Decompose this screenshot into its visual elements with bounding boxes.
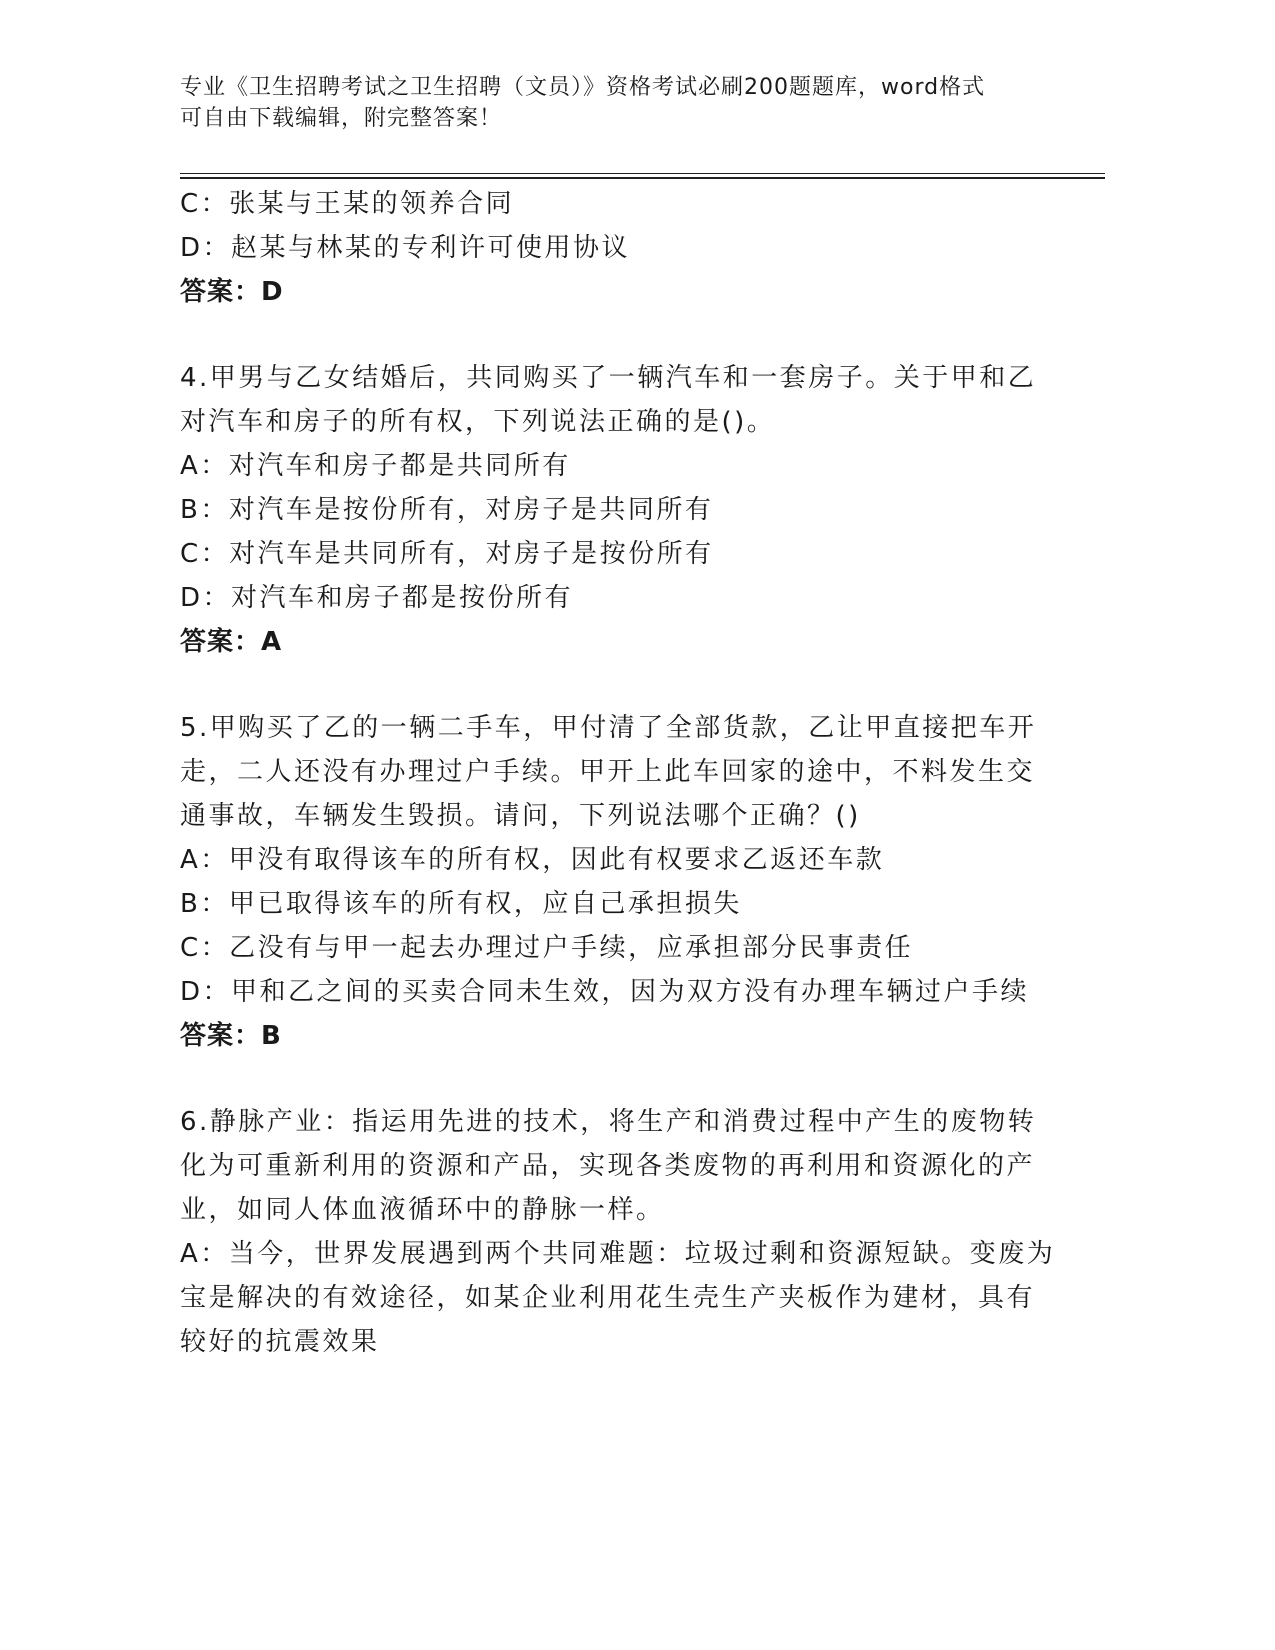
spacer xyxy=(180,664,1040,706)
spacer xyxy=(180,314,1040,356)
q3-answer: 答案：D xyxy=(180,277,284,307)
q3-option-c: C：张某与王某的领养合同 xyxy=(180,189,515,219)
q5-option-d: D：甲和乙之间的买卖合同未生效，因为双方没有办理车辆过户手续 xyxy=(180,977,1030,1007)
question-4 xyxy=(180,356,1040,664)
q4-option-a: A：对汽车和房子都是共同所有 xyxy=(180,451,571,481)
q6-stem-line-2: 化为可重新利用的资源和产品，实现各类废物的再利用和资源化的产 xyxy=(180,1151,1036,1181)
question-6 xyxy=(180,1100,1056,1364)
header-line-2: 可自由下载编辑，附完整答案！ xyxy=(180,106,503,131)
question-5 xyxy=(180,706,1040,1058)
q4-stem-line-1: 4.甲男与乙女结婚后，共同购买了一辆汽车和一套房子。关于甲和乙 xyxy=(180,363,1037,393)
header-divider-thick xyxy=(180,177,1105,179)
document-header xyxy=(180,72,1060,134)
header-divider-thin xyxy=(180,173,1105,174)
q5-stem-line-3: 通事故，车辆发生毁损。请问，下列说法哪个正确？() xyxy=(180,801,861,831)
q6-stem-line-3: 业，如同人体血液循环中的静脉一样。 xyxy=(180,1195,665,1225)
q4-option-c: C：对汽车是共同所有，对房子是按份所有 xyxy=(180,539,714,569)
header-line-1: 专业《卫生招聘考试之卫生招聘（文员）》资格考试必刷200题题库，word格式 xyxy=(180,75,986,100)
q5-option-c: C：乙没有与甲一起去办理过户手续，应承担部分民事责任 xyxy=(180,933,914,963)
q6-option-a-line-3: 较好的抗震效果 xyxy=(180,1327,380,1357)
spacer xyxy=(180,1058,1040,1100)
q4-stem-line-2: 对汽车和房子的所有权，下列说法正确的是()。 xyxy=(180,407,776,437)
q5-stem-line-2: 走，二人还没有办理过户手续。甲开上此车回家的途中，不料发生交 xyxy=(180,757,1036,787)
q5-option-b: B：甲已取得该车的所有权，应自己承担损失 xyxy=(180,889,742,919)
q6-option-a-line-1: A：当今，世界发展遇到两个共同难题：垃圾过剩和资源短缺。变废为 xyxy=(180,1239,1056,1269)
q5-option-a: A：甲没有取得该车的所有权，因此有权要求乙返还车款 xyxy=(180,845,885,875)
q4-option-d: D：对汽车和房子都是按份所有 xyxy=(180,583,574,613)
q4-answer: 答案：A xyxy=(180,627,283,657)
q3-option-d: D：赵某与林某的专利许可使用协议 xyxy=(180,233,631,263)
question-3 xyxy=(180,182,1040,314)
question-content xyxy=(180,182,1056,1364)
q6-stem-line-1: 6.静脉产业：指运用先进的技术，将生产和消费过程中产生的废物转 xyxy=(180,1107,1037,1137)
q5-stem-line-1: 5.甲购买了乙的一辆二手车，甲付清了全部货款，乙让甲直接把车开 xyxy=(180,713,1037,743)
q5-answer: 答案：B xyxy=(180,1021,282,1051)
q4-option-b: B：对汽车是按份所有，对房子是共同所有 xyxy=(180,495,714,525)
q6-option-a-line-2: 宝是解决的有效途径，如某企业利用花生壳生产夹板作为建材，具有 xyxy=(180,1283,1036,1313)
